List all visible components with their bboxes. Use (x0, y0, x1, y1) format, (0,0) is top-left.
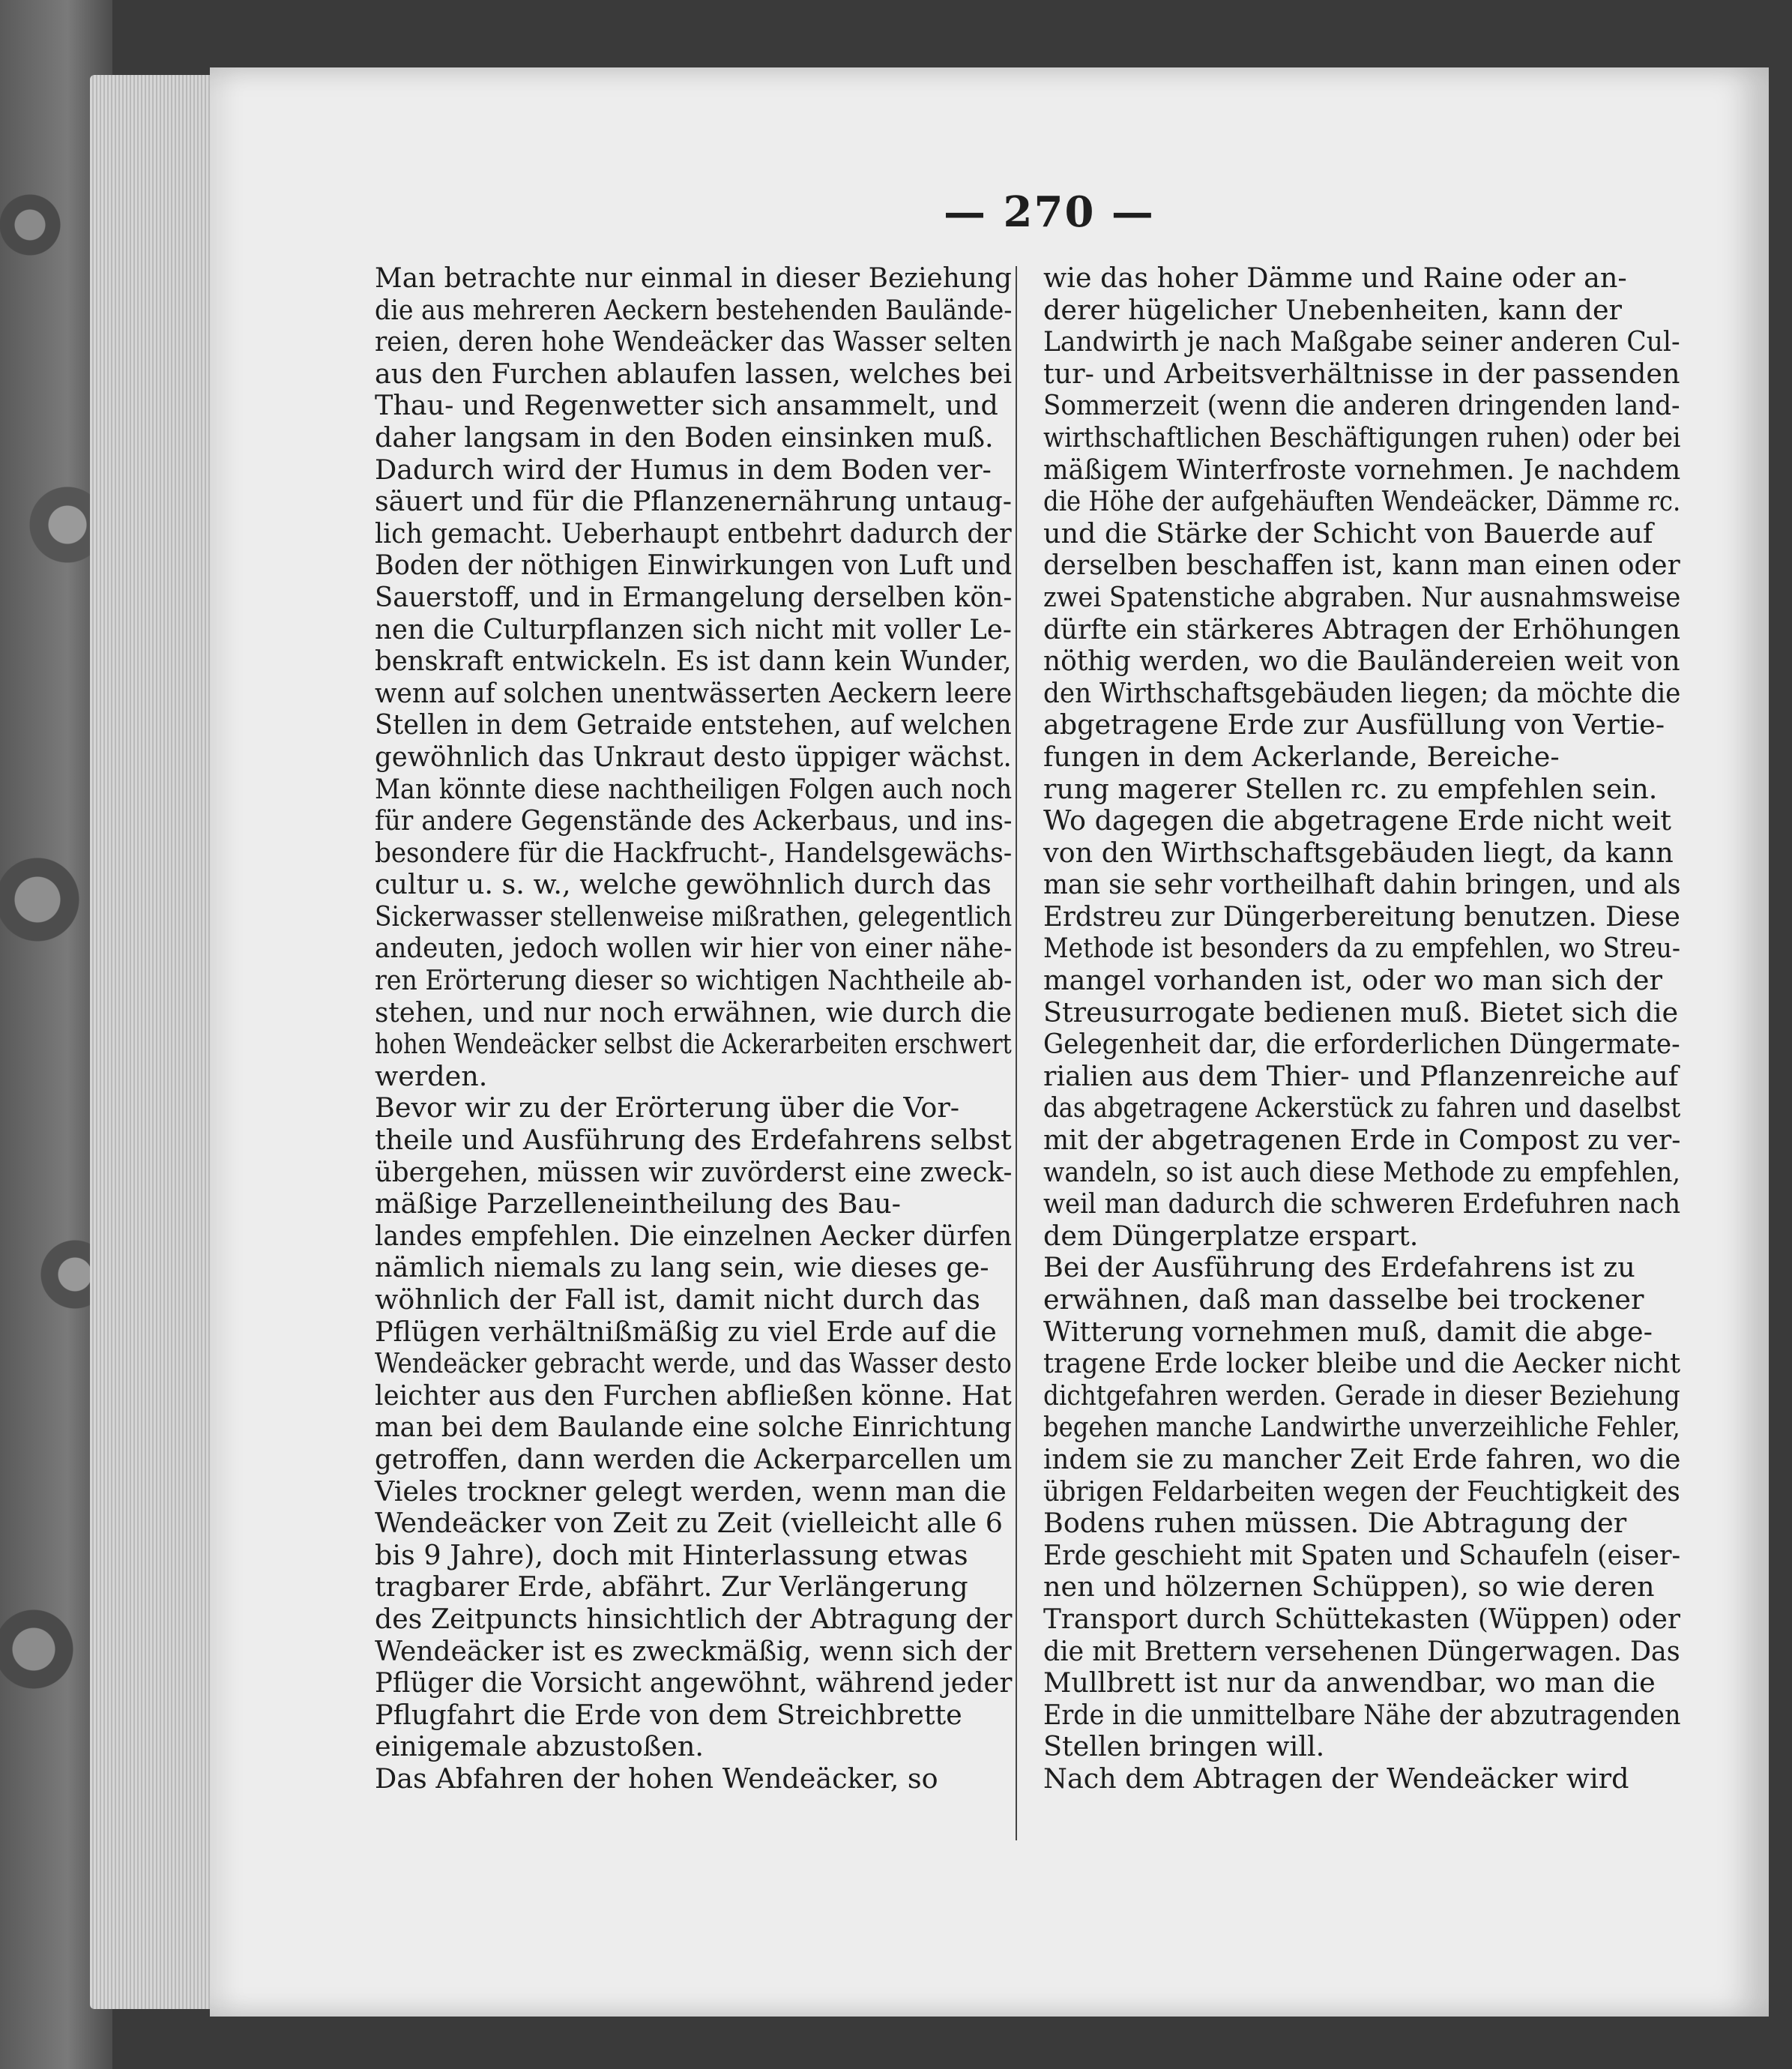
text-line: Stellen bringen will. (1043, 1730, 1325, 1763)
text-line: werden. (375, 1059, 488, 1092)
text-line: Pflugfahrt die Erde von dem Streichbrette (375, 1698, 962, 1731)
text-line: theile und Ausführung des Erdefahrens selbst (375, 1124, 1012, 1157)
text-line: Gelegenheit dar, die erforderlichen Düngermate- (1043, 1028, 1680, 1061)
text-line: Erde in die unmittelbare Nähe der abzutragenden (1043, 1698, 1681, 1731)
text-line: Boden der nöthigen Einwirkungen von Luft und (375, 549, 1013, 582)
text-line: weil man dadurch die schweren Erdefuhren nach (1043, 1187, 1681, 1220)
text-line: getroffen, dann werden die Ackerparcellen um (375, 1442, 1013, 1475)
text-line: gewöhnlich das Unkraut desto üppiger wächst. (375, 740, 1012, 773)
text-line: Man könnte diese nachtheiligen Folgen auch noch (375, 772, 1013, 805)
text-line: dichtgefahren werden. Gerade in dieser Beziehung (1043, 1379, 1680, 1412)
page-number: — 270 — (944, 187, 1155, 237)
text-line: die aus mehreren Aeckern bestehenden Baulände- (375, 293, 1013, 326)
text-line: leichter aus den Furchen abfließen könne. Hat (375, 1379, 1012, 1412)
text-line: Sauerstoff, und in Ermangelung derselben kön- (375, 580, 1013, 613)
text-line: mäßigem Winterfroste vornehmen. Je nachdem (1043, 453, 1681, 486)
text-line: man bei dem Baulande eine solche Einrichtung (375, 1411, 1012, 1444)
text-line: derer hügelicher Unebenheiten, kann der (1043, 293, 1623, 326)
text-line: Wendeäcker gebracht werde, und das Wasser desto (375, 1347, 1012, 1380)
text-line: tur- und Arbeitsverhältnisse in der passenden (1043, 357, 1680, 390)
text-line: einigemale abzustoßen. (375, 1730, 704, 1763)
left-column (375, 262, 1012, 1795)
text-line: indem sie zu mancher Zeit Erde fahren, wo die (1043, 1442, 1681, 1475)
text-line: ren Erörterung dieser so wichtigen Nachtheile ab- (375, 964, 1013, 997)
text-line: Pflüger die Vorsicht angewöhnt, während jeder (375, 1666, 1013, 1699)
text-line: begehen manche Landwirthe unverzeihliche Fehler, (1043, 1411, 1680, 1444)
text-line: und die Stärke der Schicht von Bauerde auf (1043, 517, 1653, 549)
text-line: übrigen Feldarbeiten wegen der Feuchtigkeit des (1043, 1475, 1680, 1508)
text-line: reien, deren hohe Wendeäcker das Wasser selten (375, 325, 1013, 358)
text-line: mit der abgetragenen Erde in Compost zu ver- (1043, 1124, 1681, 1157)
text-line: Methode ist besonders da zu empfehlen, wo Streu- (1043, 932, 1680, 965)
text-line: wandeln, so ist auch diese Methode zu empfehlen, (1043, 1155, 1680, 1188)
text-line: mäßige Parzelleneintheilung des Bau- (375, 1187, 902, 1220)
text-line: Stellen in dem Getraide entstehen, auf welchen (375, 708, 1012, 741)
text-line: lich gemacht. Ueberhaupt entbehrt dadurch der (375, 517, 1012, 549)
text-line: des Zeitpuncts hinsichtlich der Abtragung der (375, 1602, 1013, 1635)
text-line: Streusurrogate bedienen muß. Bietet sich die (1043, 996, 1679, 1029)
text-line: wirthschaftlichen Beschäftigungen ruhen) oder bei (1043, 421, 1681, 454)
text-line: bis 9 Jahre), doch mit Hinterlassung etwas (375, 1538, 968, 1571)
right-column (1043, 262, 1680, 1795)
text-line: wöhnlich der Fall ist, damit nicht durch das (375, 1283, 980, 1316)
text-line: nöthig werden, wo die Bauländereien weit von (1043, 645, 1680, 678)
text-line: landes empfehlen. Die einzelnen Aecker dürfen (375, 1219, 1013, 1252)
text-line: rung magerer Stellen rc. zu empfehlen sein. (1043, 772, 1658, 805)
text-line: fungen in dem Ackerlande, Bereiche- (1043, 740, 1560, 773)
text-line: die Höhe der aufgehäuften Wendeäcker, Dämme rc. (1043, 485, 1681, 518)
text-line: tragbarer Erde, abfährt. Zur Verlängerung (375, 1570, 968, 1603)
text-line: Mullbrett ist nur da anwendbar, wo man die (1043, 1666, 1656, 1699)
text-line: stehen, und nur noch erwähnen, wie durch die (375, 996, 1012, 1029)
text-line: dem Düngerplatze erspart. (1043, 1219, 1419, 1252)
text-line: nämlich niemals zu lang sein, wie dieses ge- (375, 1251, 989, 1284)
text-line: besondere für die Hackfrucht-, Handelsgewächs- (375, 836, 1013, 869)
text-line: aus den Furchen ablaufen lassen, welches bei (375, 357, 1013, 390)
text-line: Vieles trockner gelegt werden, wenn man die (375, 1475, 1007, 1508)
text-line: derselben beschaffen ist, kann man einen oder (1043, 549, 1680, 582)
text-line: Bevor wir zu der Erörterung über die Vor- (375, 1091, 960, 1124)
text-line: tragene Erde locker bleibe und die Aecker nicht (1043, 1347, 1681, 1380)
text-line: Wendeäcker von Zeit zu Zeit (vielleicht alle 6 (375, 1507, 1003, 1540)
text-line: Witterung vornehmen muß, damit die abge- (1043, 1315, 1653, 1348)
text-line: wie das hoher Dämme und Raine oder an- (1043, 262, 1627, 294)
text-line: erwähnen, daß man dasselbe bei trockener (1043, 1283, 1644, 1316)
text-line: Pflügen verhältnißmäßig zu viel Erde auf die (375, 1315, 997, 1348)
text-line: Bei der Ausführung des Erdefahrens ist zu (1043, 1251, 1635, 1284)
text-line: Man betrachte nur einmal in dieser Beziehung (375, 262, 1013, 294)
text-line: hohen Wendeäcker selbst die Ackerarbeiten erschwert (375, 1028, 1012, 1061)
text-line: Nach dem Abtragen der Wendeäcker wird (1043, 1762, 1629, 1795)
text-line: Thau- und Regenwetter sich ansammelt, und (375, 389, 998, 422)
text-line: von den Wirthschaftsgebäuden liegt, da kann (1043, 836, 1674, 869)
text-line: rialien aus dem Thier- und Pflanzenreiche auf (1043, 1059, 1679, 1092)
text-line: benskraft entwickeln. Es ist dann kein Wunder, (375, 645, 1012, 678)
text-line: den Wirthschaftsgebäuden liegen; da möchte die (1043, 676, 1681, 709)
text-line: übergehen, müssen wir zuvörderst eine zweck- (375, 1155, 1013, 1188)
text-line: Erde geschieht mit Spaten und Schaufeln (eiser- (1043, 1538, 1681, 1571)
text-line: nen die Culturpflanzen sich nicht mit voller Le- (375, 612, 1012, 645)
text-line: zwei Spatenstiche abgraben. Nur ausnahmsweise (1043, 580, 1681, 613)
text-line: das abgetragene Ackerstück zu fahren und daselbst (1043, 1091, 1681, 1124)
column-divider (1016, 266, 1017, 1840)
text-line: die mit Brettern versehenen Düngerwagen. Das (1043, 1634, 1680, 1667)
text-line: säuert und für die Pflanzenernährung untaug- (375, 485, 1013, 518)
text-line: Sickerwasser stellenweise mißrathen, gelegentlich (375, 900, 1013, 933)
page-edges (90, 75, 217, 2009)
text-line: Wendeäcker ist es zweckmäßig, wenn sich der (375, 1634, 1012, 1667)
text-line: Wo dagegen die abgetragene Erde nicht weit (1043, 804, 1671, 837)
text-line: wenn auf solchen unentwässerten Aeckern leere (375, 676, 1013, 709)
text-line: dürfte ein stärkeres Abtragen der Erhöhungen (1043, 612, 1681, 645)
text-line: cultur u. s. w., welche gewöhnlich durch das (375, 868, 992, 901)
text-line: Sommerzeit (wenn die anderen dringenden land- (1043, 389, 1680, 422)
text-line: mangel vorhanden ist, oder wo man sich der (1043, 964, 1662, 997)
text-line: Dadurch wird der Humus in dem Boden ver- (375, 453, 992, 486)
text-line: daher langsam in den Boden einsinken muß. (375, 421, 994, 454)
text-line: Landwirth je nach Maßgabe seiner anderen Cul- (1043, 325, 1680, 358)
text-line: Transport durch Schüttekasten (Wüppen) oder (1043, 1602, 1680, 1635)
text-line: für andere Gegenstände des Ackerbaus, und ins- (375, 804, 1013, 837)
text-line: abgetragene Erde zur Ausfüllung von Vertie- (1043, 708, 1665, 741)
text-line: nen und hölzernen Schüppen), so wie deren (1043, 1570, 1655, 1603)
text-line: Erdstreu zur Düngerbereitung benutzen. Diese (1043, 900, 1680, 933)
text-line: andeuten, jedoch wollen wir hier von einer nähe- (375, 932, 1013, 965)
text-line: Das Abfahren der hohen Wendeäcker, so (375, 1762, 938, 1795)
text-line: man sie sehr vortheilhaft dahin bringen, und als (1043, 868, 1681, 901)
text-line: Bodens ruhen müssen. Die Abtragung der (1043, 1507, 1627, 1540)
